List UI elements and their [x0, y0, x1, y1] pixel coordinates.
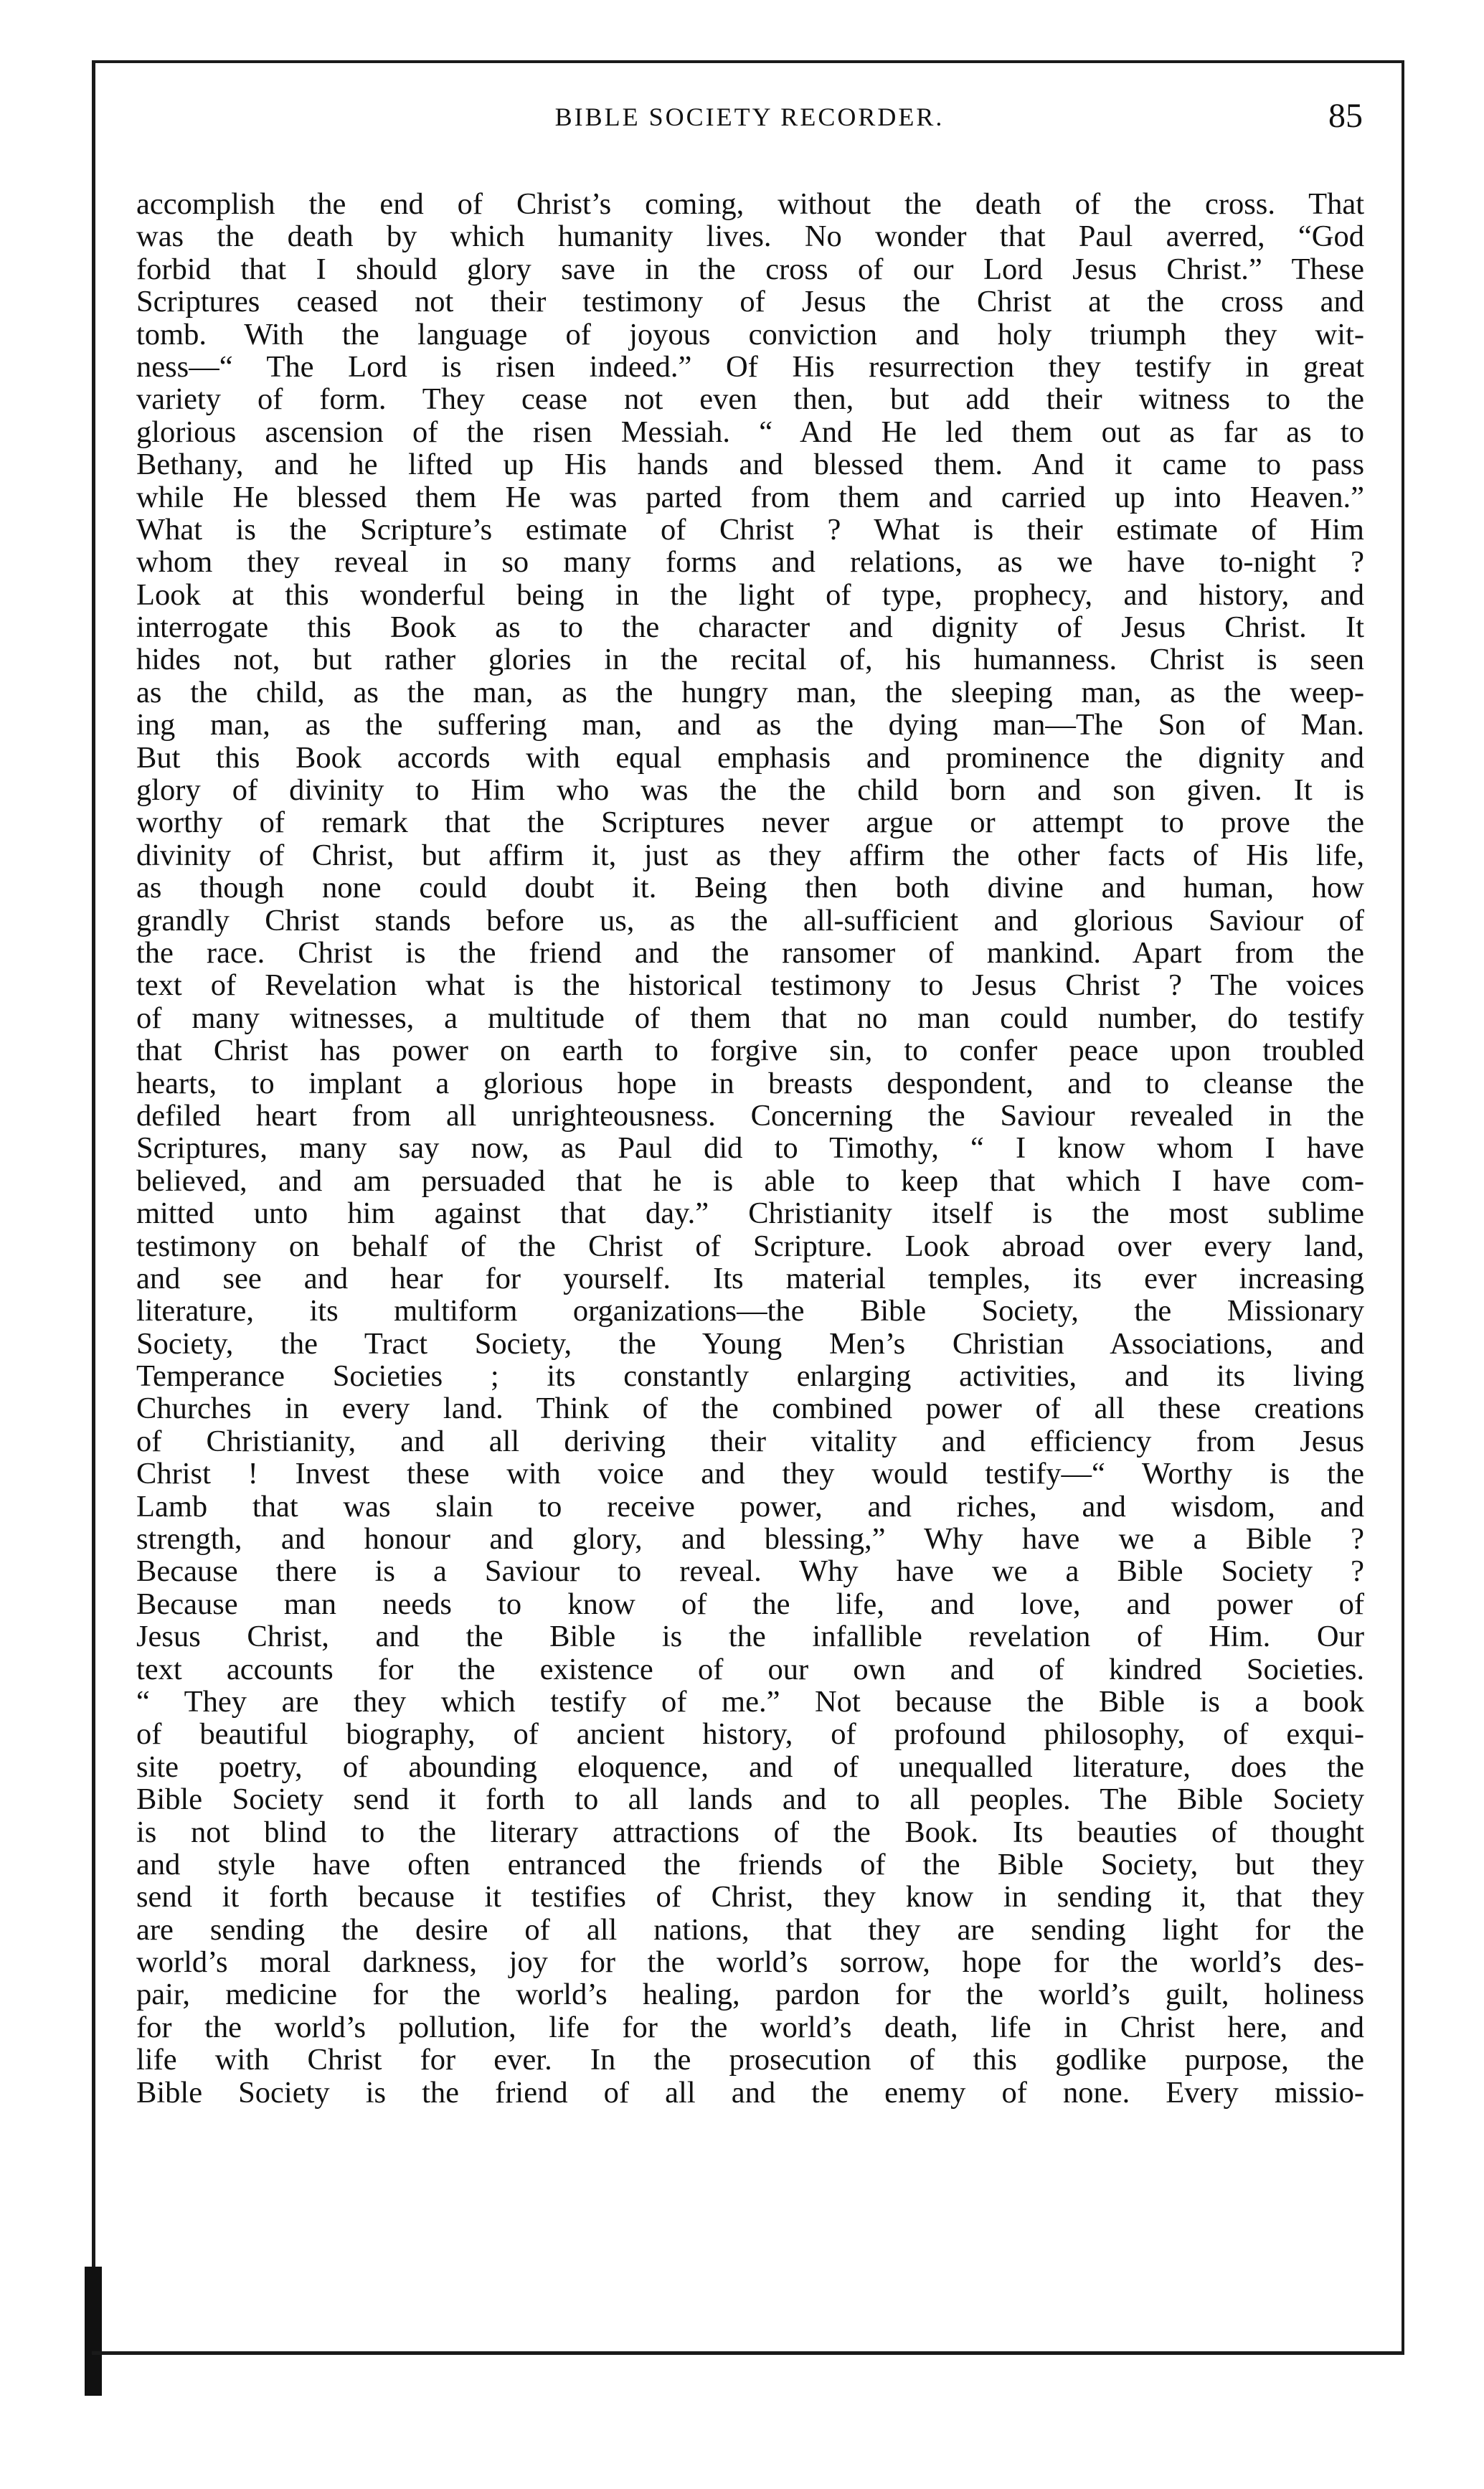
text-line: glorious ascension of the risen Messiah. “ And He led them out as far as to — [136, 415, 1364, 449]
text-line: Christ ! Invest these with voice and they would testify—“ Worthy is the — [136, 1458, 1364, 1491]
top-border-rule — [92, 60, 1404, 63]
text-line: ing man, as the suffering man, and as the dying man—The Son of Man. — [136, 709, 1364, 742]
text-line: What is the Scripture’s estimate of Christ ? What is their estimate of Him — [136, 513, 1364, 547]
text-line: pair, medicine for the world’s healing, pardon for the world’s guilt, holiness — [136, 1978, 1364, 2011]
text-line: divinity of Christ, but affirm it, just as they affirm the other facts of His life, — [136, 839, 1364, 872]
text-line: glory of divinity to Him who was the the child born and son given. It is — [136, 774, 1364, 807]
article-body — [136, 188, 1364, 2109]
text-line: Scriptures, many say now, as Paul did to Timothy, “ I know whom I have — [136, 1132, 1364, 1165]
text-line: of many witnesses, a multitude of them that no man could number, do testify — [136, 1001, 1364, 1035]
text-line: as the child, as the man, as the hungry man, the sleeping man, as the weep- — [136, 676, 1364, 709]
text-line: of Christianity, and all deriving their vitality and efficiency from Jesus — [136, 1425, 1364, 1458]
text-line: Bible Society is the friend of all and the enemy of none. Every missio- — [136, 2076, 1364, 2110]
text-line: ness—“ The Lord is risen indeed.” Of His resurrection they testify in great — [136, 350, 1364, 384]
text-line: literature, its multiform organizations—the Bible Society, the Missionary — [136, 1295, 1364, 1328]
text-line: are sending the desire of all nations, that they are sending light for the — [136, 1913, 1364, 1947]
text-line: Because man needs to know of the life, and love, and power of — [136, 1587, 1364, 1621]
text-line: the race. Christ is the friend and the ransomer of mankind. Apart from the — [136, 936, 1364, 970]
text-line: Temperance Societies ; its constantly enlarging activities, and its living — [136, 1360, 1364, 1393]
text-line: text accounts for the existence of our own and of kindred Societies. — [136, 1653, 1364, 1686]
text-line: and see and hear for yourself. Its material temples, its ever increasing — [136, 1262, 1364, 1295]
text-line: whom they reveal in so many forms and relations, as we have to-night ? — [136, 546, 1364, 579]
text-line: grandly Christ stands before us, as the all-sufficient and glorious Saviour of — [136, 904, 1364, 937]
text-line: is not blind to the literary attractions of the Book. Its beauties of thought — [136, 1815, 1364, 1848]
text-line: Bethany, and he lifted up His hands and blessed them. And it came to pass — [136, 448, 1364, 481]
text-line: hides not, but rather glories in the recital of, his humanness. Christ is seen — [136, 643, 1364, 676]
text-line: while He blessed them He was parted from them and carried up into Heaven.” — [136, 481, 1364, 514]
text-line: mitted unto him against that day.” Christianity itself is the most sublime — [136, 1197, 1364, 1230]
text-line: strength, and honour and glory, and blessing,” Why have we a Bible ? — [136, 1523, 1364, 1556]
text-line: that Christ has power on earth to forgive sin, to confer peace upon troubled — [136, 1034, 1364, 1067]
right-border-rule — [1402, 60, 1404, 2352]
text-line: world’s moral darkness, joy for the world’s sorrow, hope for the world’s des- — [136, 1946, 1364, 1979]
text-line: site poetry, of abounding eloquence, and of unequalled literature, does the — [136, 1750, 1364, 1784]
text-line: defiled heart from all unrighteousness. Concerning the Saviour revealed in the — [136, 1099, 1364, 1133]
text-line: Churches in every land. Think of the combined power of all these creations — [136, 1392, 1364, 1425]
text-line: Scriptures ceased not their testimony of Jesus the Christ at the cross and — [136, 285, 1364, 318]
text-line: Lamb that was slain to receive power, and riches, and wisdom, and — [136, 1490, 1364, 1524]
text-line: Look at this wonderful being in the light of type, prophecy, and history, and — [136, 578, 1364, 612]
bottom-border-rule — [92, 2351, 1404, 2355]
text-line: life with Christ for ever. In the prosecution of this godlike purpose, the — [136, 2044, 1364, 2077]
text-line: testimony on behalf of the Christ of Scripture. Look abroad over every land, — [136, 1229, 1364, 1262]
text-line: interrogate this Book as to the character and dignity of Jesus Christ. It — [136, 611, 1364, 644]
text-line: tomb. With the language of joyous conviction and holy triumph they wit- — [136, 318, 1364, 351]
page-header — [136, 93, 1363, 143]
text-line: hearts, to implant a glorious hope in breasts despondent, and to cleanse the — [136, 1067, 1364, 1100]
text-line: Bible Society send it forth to all lands and to all peoples. The Bible Society — [136, 1783, 1364, 1816]
text-line: of beautiful biography, of ancient history, of profound philosophy, of exqui- — [136, 1718, 1364, 1751]
text-line: Because there is a Saviour to reveal. Why have we a Bible Society ? — [136, 1555, 1364, 1588]
text-line: Society, the Tract Society, the Young Men’s Christian Associations, and — [136, 1327, 1364, 1361]
left-border-rule — [92, 60, 95, 2352]
text-line: believed, and am persuaded that he is able to keep that which I have com- — [136, 1164, 1364, 1198]
text-line: variety of form. They cease not even then, but add their witness to the — [136, 383, 1364, 416]
text-line: for the world’s pollution, life for the world’s death, life in Christ here, and — [136, 2011, 1364, 2044]
text-line: Jesus Christ, and the Bible is the infallible revelation of Him. Our — [136, 1620, 1364, 1653]
text-line: But this Book accords with equal emphasis and prominence the dignity and — [136, 741, 1364, 775]
text-line: forbid that I should glory save in the cross of our Lord Jesus Christ.” These — [136, 252, 1364, 286]
text-line: send it forth because it testifies of Christ, they know in sending it, that they — [136, 1881, 1364, 1914]
text-line: “ They are they which testify of me.” Not because the Bible is a book — [136, 1685, 1364, 1719]
text-line: text of Revelation what is the historical testimony to Jesus Christ ? The voices — [136, 969, 1364, 1002]
binding-edge-shadow — [85, 2267, 102, 2396]
page-number: 85 — [1328, 97, 1363, 135]
text-line: worthy of remark that the Scriptures never argue or attempt to prove the — [136, 806, 1364, 839]
text-line: and style have often entranced the friends of the Bible Society, but they — [136, 1848, 1364, 1881]
running-title: BIBLE SOCIETY RECORDER. — [554, 103, 945, 131]
text-line: as though none could doubt it. Being then both divine and human, how — [136, 872, 1364, 905]
text-line: accomplish the end of Christ’s coming, without the death of the cross. That — [136, 188, 1364, 221]
text-line: was the death by which humanity lives. No wonder that Paul averred, “God — [136, 220, 1364, 253]
